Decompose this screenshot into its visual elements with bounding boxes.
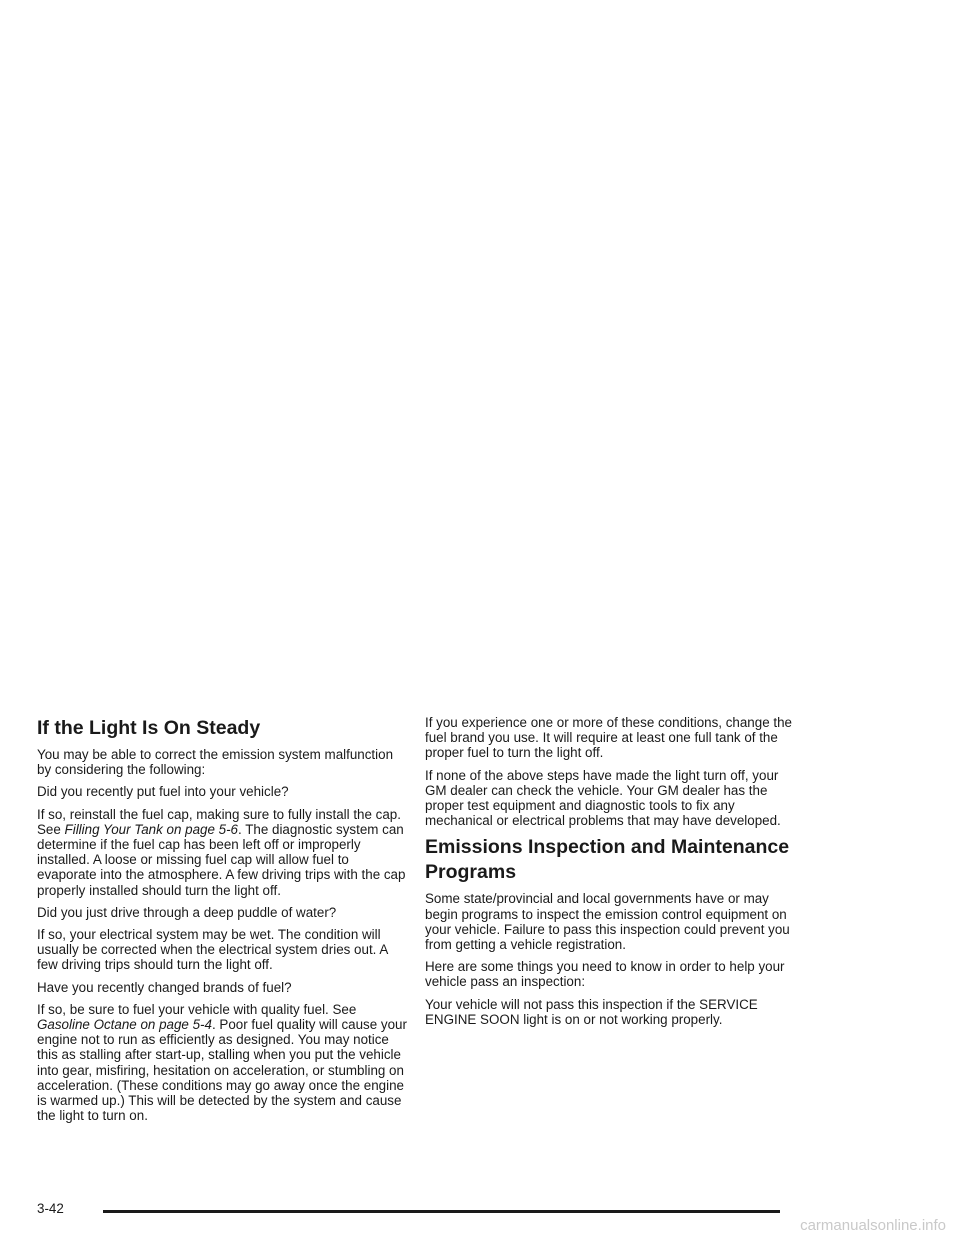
- section-heading-emissions-inspection: Emissions Inspection and Maintenance Programs: [425, 836, 790, 884]
- page-number: 3-42: [37, 1201, 64, 1216]
- paragraph: Have you recently changed brands of fuel?: [37, 979, 292, 995]
- left-column: [37, 716, 407, 1130]
- paragraph: Your vehicle will not pass this inspection if the SERVICE ENGINE SOON light is on or not working properly.: [425, 996, 758, 1027]
- paragraph-text: If so, be sure to fuel your vehicle with quality fuel. See: [37, 1001, 357, 1017]
- paragraph: If you experience one or more of these conditions, change the fuel brand you use. It will require at least one full tank of the proper fuel to turn the light off.: [425, 715, 792, 761]
- paragraph: [37, 807, 407, 898]
- right-column: [425, 715, 795, 1034]
- paragraph: Did you just drive through a deep puddle of water?: [37, 904, 337, 920]
- paragraph: Did you recently put fuel into your vehicle?: [37, 784, 289, 800]
- paragraph: You may be able to correct the emission system malfunction by considering the following:: [37, 747, 394, 778]
- paragraph: [37, 1002, 407, 1124]
- cross-reference-link[interactable]: Filling Your Tank on page 5-6: [64, 821, 239, 837]
- paragraph-text: . Poor fuel quality will cause your engine not to run as efficiently as designed. You may notice this as stalling after start-up, stalling when you put the vehicle into gear, misfiring, hesitation on acceleration, or stumbling on acceleration. (These conditions may go away once the engine is warmed up.) This will be detected by the system and cause the light to turn on.: [37, 1017, 407, 1124]
- paragraph: Some state/provincial and local governments have or may begin programs to inspect the emission control equipment on your vehicle. Failure to pass this inspection could prevent you from getting a vehicle registration.: [425, 891, 790, 953]
- paragraph: Here are some things you need to know in order to help your vehicle pass an inspection:: [425, 959, 785, 990]
- paragraph: If none of the above steps have made the light turn off, your GM dealer can check the vehicle. Your GM dealer has the proper test equipment and diagnostic tools to fix any mechanical or electrical problems that may have developed.: [425, 767, 781, 829]
- cross-reference-link[interactable]: Gasoline Octane on page 5-4: [37, 1017, 212, 1033]
- paragraph-text: If so, reinstall the fuel cap, making sure to fully install the cap. See: [37, 806, 401, 837]
- footer-divider: [103, 1210, 780, 1213]
- paragraph: If so, your electrical system may be wet. The condition will usually be corrected when the electrical system dries out. A few driving trips should turn the light off.: [37, 927, 388, 973]
- paragraph-text: . The diagnostic system can determine if the fuel cap has been left off or improperly installed. A loose or missing fuel cap will allow fuel to evaporate into the atmosphere. A few driving trips with the cap properly installed should turn the light off.: [37, 821, 406, 898]
- section-heading-light-steady: If the Light Is On Steady: [37, 717, 261, 739]
- watermark: carmanualsonline.info: [800, 1217, 946, 1234]
